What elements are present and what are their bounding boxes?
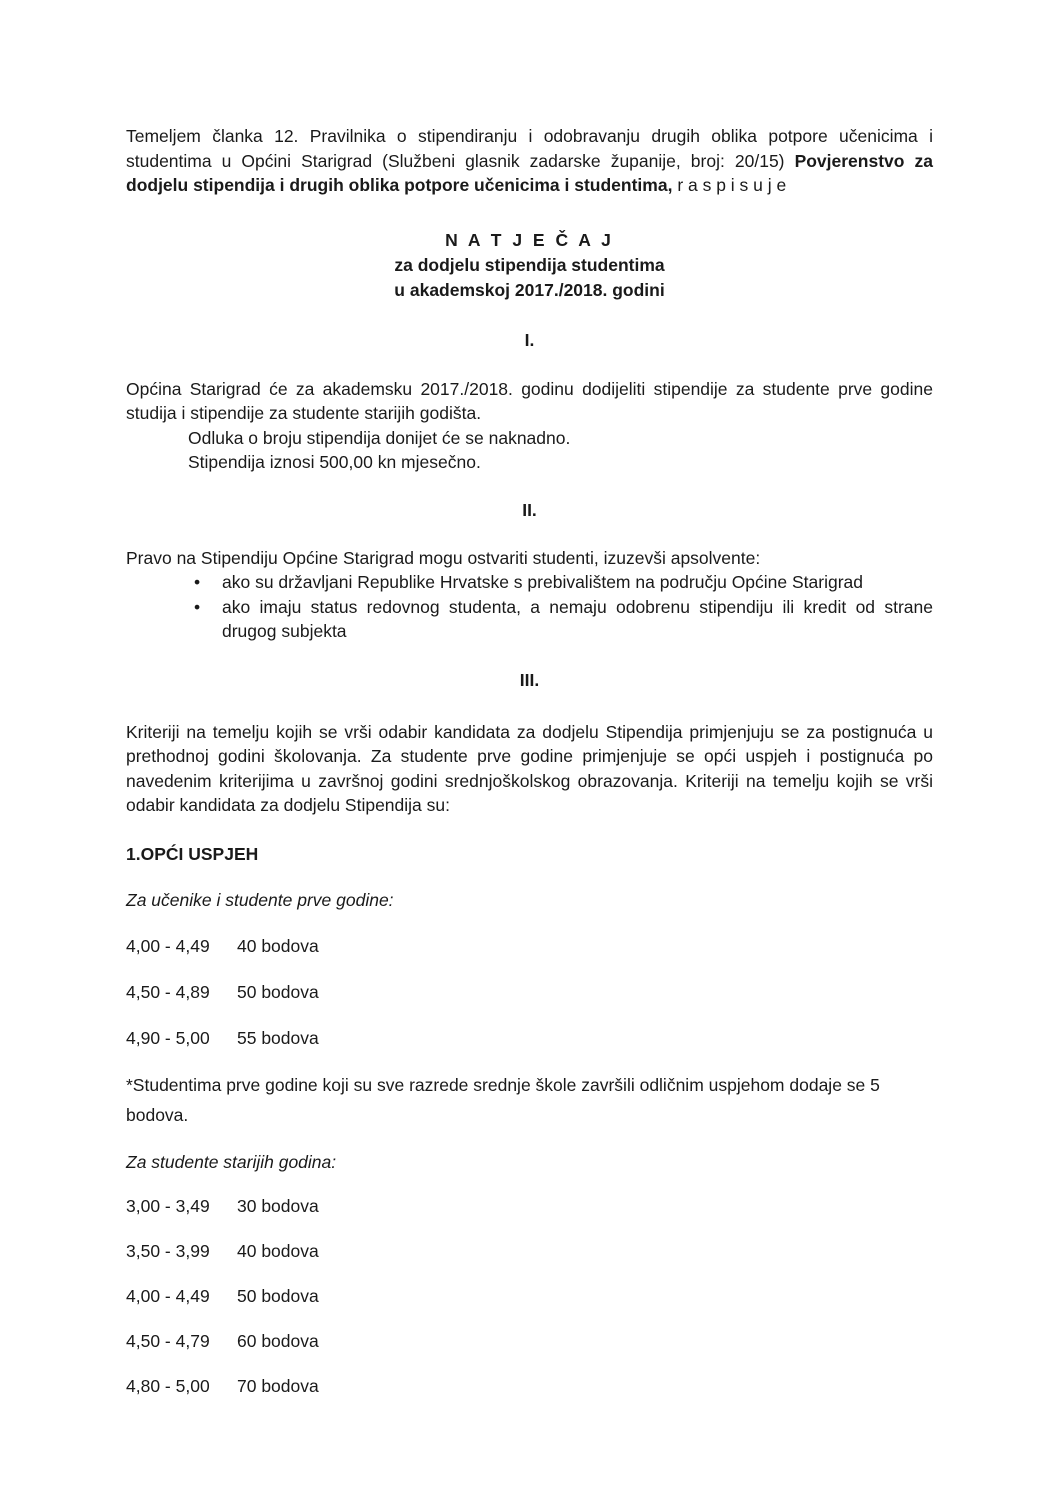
score-row: 3,00 - 3,49 30 bodova (126, 1195, 319, 1216)
section1-paragraph: Općina Starigrad će za akademsku 2017./2018. godinu dodijeliti stipendije za studente prve godine studija i stipendije za studente starijih godišta. (126, 378, 933, 423)
section2-paragraph: Pravo na Stipendiju Općine Starigrad mogu ostvariti studenti, izuzevši apsolvente: (126, 547, 761, 568)
subheading-opci-uspjeh: 1.OPĆI USPJEH (126, 843, 259, 864)
title-line3: u akademskoj 2017./2018. godini (394, 279, 665, 300)
section2-heading: II. (522, 499, 537, 520)
section1-heading: I. (524, 329, 535, 350)
intro-paragraph (126, 124, 933, 198)
group2-list (126, 1194, 933, 1398)
group1-list (126, 934, 933, 1050)
list-item: • ako su državljani Republike Hrvatske s prebivalištem na području Općine Starigrad (126, 570, 933, 595)
group2-title: Za studente starijih godina: (126, 1151, 337, 1172)
title-block (126, 228, 933, 303)
section3-paragraph: Kriteriji na temelju kojih se vrši odabir kandidata za dodjelu Stipendija primjenjuju se za postignuća u prethodnoj godini školovanja. Za studente prve godine primjenjuje se opći uspjeh i postignuća po navedenim kriterijima u završnoj godini srednjoškolskog obrazovanja. Kriteriji na temelju kojih se vrši odabir kandidata za dodjelu Stipendija su: (126, 721, 933, 815)
section2-bullet-list (126, 570, 933, 644)
intro-bold-text: Povjerenstvo za dodjelu stipendija i drugih oblika potpore učenicima i studentima, (126, 150, 933, 195)
title-main: N A T J E Č A J (445, 229, 614, 250)
bullet-icon: • (194, 572, 201, 592)
list-item: • ako imaju status redovnog studenta, a nemaju odobrenu stipendiju ili kredit od strane drugog subjekta (194, 596, 933, 641)
score-row: 4,50 - 4,79 60 bodova (126, 1330, 319, 1351)
note-paragraph: *Studentima prve godine koji su sve razrede srednje škole završili odličnim uspjehom dodaje se 5 bodova. (126, 1074, 880, 1125)
score-row: 4,80 - 5,00 70 bodova (126, 1375, 319, 1396)
score-row: 4,90 - 5,00 55 bodova (126, 1027, 319, 1048)
document-page (126, 124, 933, 1398)
section1-line2: Stipendija iznosi 500,00 kn mjesečno. (188, 452, 481, 472)
title-line2: za dodjelu stipendija studentima (394, 254, 665, 275)
section3-heading: III. (519, 669, 540, 690)
bullet-icon: • (194, 596, 201, 617)
score-row: 4,00 - 4,49 40 bodova (126, 935, 319, 956)
score-row: 3,50 - 3,99 40 bodova (126, 1240, 319, 1261)
score-row: 4,50 - 4,89 50 bodova (126, 981, 319, 1002)
intro-text: Temeljem članka 12. Pravilnika o stipendiranju i odobravanju drugih oblika potpore učenicima i studentima u Općini Starigrad (Službeni glasnik zadarske županije, broj: 20/15) (126, 126, 933, 171)
score-row: 4,00 - 4,49 50 bodova (126, 1285, 319, 1306)
section1-line1: Odluka o broju stipendija donijet će se naknadno. (188, 427, 571, 448)
intro-tail: r a s p i s u j e (672, 175, 787, 195)
group1-title: Za učenike i studente prve godine: (126, 889, 394, 910)
